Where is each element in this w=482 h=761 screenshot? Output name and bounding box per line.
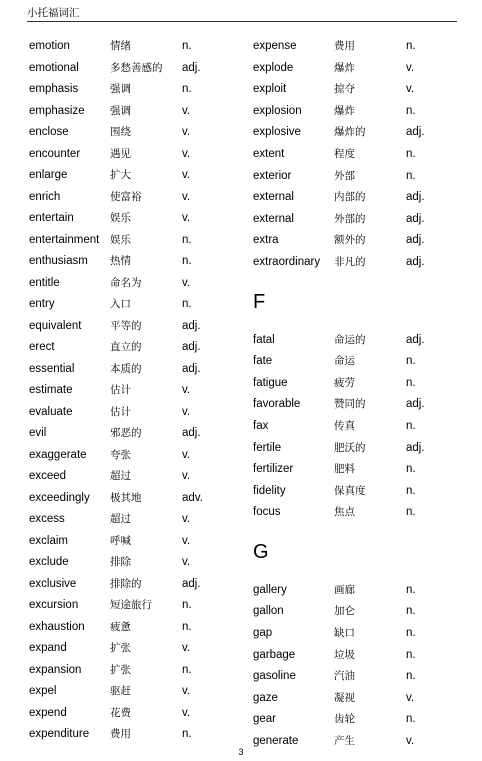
vocab-word: fatal (253, 333, 275, 346)
vocab-row (253, 351, 482, 373)
vocab-part-of-speech: v. (182, 190, 191, 203)
vocab-row (29, 402, 259, 424)
section-heading-g: G (253, 540, 269, 563)
vocab-part-of-speech: v. (182, 706, 191, 719)
vocab-word: emotional (29, 61, 79, 74)
vocab-word: exceedingly (29, 491, 90, 504)
vocab-word: gasoline (253, 670, 296, 683)
vocab-row (29, 273, 259, 295)
vocab-row (29, 380, 259, 402)
vocab-part-of-speech: v. (406, 735, 415, 748)
vocab-row (29, 423, 259, 445)
vocab-word: erect (29, 341, 55, 353)
vocab-row (29, 466, 259, 488)
vocab-word: fidelity (253, 484, 286, 497)
vocab-row (29, 101, 259, 123)
vocab-part-of-speech: adj. (406, 398, 425, 411)
vocab-translation: 缺口 (334, 627, 355, 640)
vocab-part-of-speech: adj. (406, 333, 425, 346)
vocab-part-of-speech: v. (182, 276, 191, 289)
vocab-row (253, 252, 482, 274)
vocab-part-of-speech: v. (406, 61, 415, 74)
vocab-word: exceed (29, 470, 67, 482)
vocab-part-of-speech: adj. (406, 126, 425, 139)
vocab-row (29, 122, 259, 144)
vocab-translation: 强调 (110, 104, 131, 117)
vocab-word: encounter (29, 147, 81, 160)
vocab-translation: 疲劳 (334, 376, 355, 389)
vocab-translation: 热情 (110, 255, 131, 267)
vocab-translation: 命运的 (334, 333, 366, 346)
vocab-translation: 驱赶 (110, 685, 131, 697)
vocab-part-of-speech: adj. (182, 577, 201, 590)
e-word-list (253, 36, 482, 274)
vocab-row (253, 79, 482, 101)
vocab-translation: 遇见 (110, 147, 131, 160)
vocab-part-of-speech: v. (182, 212, 191, 224)
vocab-translation: 估计 (110, 384, 131, 396)
vocab-translation: 保真度 (334, 484, 366, 497)
vocab-word: explosion (253, 104, 302, 117)
vocab-word: expenditure (29, 728, 90, 740)
vocab-translation: 肥沃的 (334, 441, 366, 454)
vocab-translation: 娱乐 (110, 233, 131, 246)
vocab-word: fax (253, 419, 269, 432)
vocab-translation: 超过 (110, 513, 131, 525)
vocab-translation: 汽油 (334, 670, 355, 683)
vocab-row (253, 502, 482, 524)
vocab-word: exhaustion (29, 620, 85, 633)
vocab-translation: 命运 (334, 355, 355, 368)
vocab-translation: 产生 (334, 735, 355, 748)
page-header (27, 6, 457, 22)
vocab-row (29, 294, 259, 316)
vocab-translation: 外部的 (334, 212, 366, 225)
vocab-translation: 费用 (110, 728, 131, 740)
vocab-row (253, 373, 482, 395)
vocab-row (29, 574, 259, 596)
vocab-part-of-speech: n. (406, 583, 416, 596)
vocab-row (253, 330, 482, 352)
vocab-word: expel (29, 685, 57, 697)
vocab-word: essential (29, 362, 75, 375)
vocab-part-of-speech: adj. (406, 441, 425, 454)
vocab-row (29, 36, 259, 58)
vocab-translation: 扩大 (110, 169, 131, 181)
vocab-part-of-speech: adj. (182, 341, 201, 353)
vocab-part-of-speech: n. (182, 233, 192, 246)
vocab-row (253, 481, 482, 503)
vocab-word: external (253, 191, 294, 204)
vocab-word: expand (29, 642, 67, 654)
header-title: 小托福词汇 (27, 7, 80, 19)
right-word-column (253, 36, 482, 753)
vocab-row (29, 337, 259, 359)
vocab-part-of-speech: v. (182, 405, 191, 418)
vocab-row (253, 666, 482, 688)
vocab-translation: 估计 (110, 405, 131, 418)
vocab-word: external (253, 212, 294, 225)
vocab-word: extra (253, 234, 279, 247)
vocab-row (253, 122, 482, 144)
vocab-part-of-speech: adj. (182, 319, 201, 332)
vocab-row (253, 394, 482, 416)
vocab-row (29, 595, 259, 617)
vocab-word: enthusiasm (29, 255, 88, 267)
vocab-row (253, 623, 482, 645)
vocab-word: enlarge (29, 169, 68, 181)
vocab-word: evil (29, 427, 47, 439)
vocab-part-of-speech: n. (406, 506, 416, 519)
vocab-word: fate (253, 355, 273, 368)
vocab-translation: 平等的 (110, 319, 142, 332)
vocab-row (29, 79, 259, 101)
vocab-word: focus (253, 506, 281, 519)
vocab-word: extraordinary (253, 255, 321, 268)
vocab-part-of-speech: n. (182, 40, 192, 52)
vocab-translation: 呼喊 (110, 534, 131, 547)
vocab-word: enrich (29, 190, 61, 203)
vocab-translation: 命名为 (110, 276, 142, 289)
vocab-row (253, 187, 482, 209)
vocab-translation: 赞同的 (334, 398, 366, 411)
vocab-row (253, 230, 482, 252)
vocab-part-of-speech: adj. (406, 255, 425, 268)
vocab-word: fatigue (253, 376, 288, 389)
vocab-part-of-speech: n. (406, 104, 416, 117)
vocab-row (29, 316, 259, 338)
vocab-word: explosive (253, 126, 301, 139)
vocab-part-of-speech: v. (182, 448, 191, 461)
vocab-translation: 齿轮 (334, 713, 355, 726)
vocab-word: entertain (29, 212, 74, 224)
vocab-translation: 额外的 (334, 234, 366, 247)
vocab-translation: 爆炸 (334, 61, 355, 74)
section-heading-f: F (253, 290, 266, 313)
vocab-translation: 夸张 (110, 448, 131, 461)
vocab-translation: 画廊 (334, 583, 355, 596)
vocab-row (29, 552, 259, 574)
vocab-word: entry (29, 298, 55, 310)
vocab-translation: 入口 (110, 298, 131, 310)
left-word-column (29, 36, 259, 746)
vocab-row (253, 709, 482, 731)
vocab-translation: 本质的 (110, 362, 142, 375)
vocab-row (29, 617, 259, 639)
vocab-word: entertainment (29, 233, 100, 246)
vocab-row (29, 724, 259, 746)
page-number: 3 (238, 747, 244, 757)
vocab-translation: 排除 (110, 556, 131, 568)
vocab-translation: 内部的 (334, 191, 366, 204)
vocab-row (29, 359, 259, 381)
vocab-translation: 直立的 (110, 341, 142, 353)
vocab-translation: 娱乐 (110, 212, 131, 224)
vocab-part-of-speech: n. (182, 728, 192, 740)
vocab-translation: 多愁善感的 (110, 61, 163, 74)
vocab-row (29, 445, 259, 467)
vocab-translation: 焦点 (334, 506, 355, 519)
vocab-word: exclusive (29, 577, 77, 590)
vocab-row (253, 438, 482, 460)
vocab-part-of-speech: n. (406, 463, 416, 476)
vocab-part-of-speech: n. (406, 627, 416, 640)
vocab-translation: 程度 (334, 147, 355, 160)
vocab-row (29, 208, 259, 230)
vocab-translation: 肥料 (334, 463, 355, 476)
vocab-part-of-speech: v. (182, 642, 191, 654)
vocab-word: gear (253, 713, 277, 726)
vocab-word: emotion (29, 40, 70, 52)
vocab-row (253, 101, 482, 123)
vocab-part-of-speech: v. (182, 147, 191, 160)
vocab-translation: 使富裕 (110, 190, 142, 203)
g-word-list (253, 580, 482, 753)
vocab-row (29, 251, 259, 273)
vocab-part-of-speech: n. (406, 355, 416, 368)
vocab-word: evaluate (29, 405, 73, 418)
vocab-part-of-speech: n. (406, 648, 416, 661)
vocab-part-of-speech: v. (182, 470, 191, 482)
vocab-row (253, 688, 482, 710)
vocab-part-of-speech: adj. (406, 234, 425, 247)
vocab-translation: 排除的 (110, 577, 142, 590)
vocab-word: estimate (29, 384, 73, 396)
vocab-part-of-speech: adj. (406, 212, 425, 225)
vocab-part-of-speech: n. (406, 169, 416, 182)
vocab-word: excursion (29, 599, 79, 611)
vocab-part-of-speech: v. (182, 169, 191, 181)
vocab-part-of-speech: v. (406, 83, 415, 96)
vocab-part-of-speech: n. (406, 605, 416, 618)
vocab-part-of-speech: n. (406, 419, 416, 432)
vocab-word: gaze (253, 691, 278, 704)
vocab-part-of-speech: adv. (182, 491, 203, 504)
vocab-row (29, 144, 259, 166)
vocab-translation: 扩张 (110, 663, 131, 676)
vocab-part-of-speech: v. (406, 691, 415, 704)
vocab-translation: 加仑 (334, 605, 355, 618)
vocab-word: generate (253, 735, 299, 748)
vocab-part-of-speech: n. (406, 484, 416, 497)
vocab-row (253, 645, 482, 667)
vocab-part-of-speech: n. (182, 599, 192, 611)
vocab-word: favorable (253, 398, 301, 411)
vocab-word: expansion (29, 663, 82, 676)
vocab-word: excess (29, 513, 65, 525)
vocab-row (253, 580, 482, 602)
vocab-translation: 垃圾 (334, 648, 355, 661)
vocab-translation: 情绪 (110, 40, 131, 52)
vocab-row (253, 166, 482, 188)
vocab-word: gap (253, 627, 273, 640)
vocab-row (29, 187, 259, 209)
vocab-translation: 爆炸的 (334, 126, 366, 139)
vocab-translation: 传真 (334, 419, 355, 432)
vocab-part-of-speech: adj. (182, 427, 201, 439)
vocab-word: exclaim (29, 534, 68, 547)
vocab-word: fertile (253, 441, 282, 454)
vocab-word: extent (253, 147, 285, 160)
vocab-translation: 短途旅行 (110, 599, 152, 611)
vocab-word: explode (253, 61, 294, 74)
vocab-row (29, 58, 259, 80)
vocab-row (29, 681, 259, 703)
vocab-translation: 爆炸 (334, 104, 355, 117)
vocab-word: exterior (253, 169, 292, 182)
f-word-list (253, 330, 482, 524)
vocab-part-of-speech: v. (182, 104, 191, 117)
vocab-part-of-speech: v. (182, 384, 191, 396)
vocab-row (29, 165, 259, 187)
vocab-part-of-speech: n. (406, 713, 416, 726)
vocab-part-of-speech: v. (182, 513, 191, 525)
vocab-row (253, 209, 482, 231)
vocab-word: emphasis (29, 83, 79, 95)
vocab-word: entitle (29, 276, 60, 289)
vocab-translation: 掠夺 (334, 83, 355, 96)
vocab-row (29, 703, 259, 725)
vocab-translation: 花费 (110, 706, 131, 719)
vocab-row (29, 230, 259, 252)
vocab-part-of-speech: n. (182, 620, 192, 633)
vocab-word: exclude (29, 556, 69, 568)
vocab-translation: 凝视 (334, 691, 355, 704)
vocab-row (253, 459, 482, 481)
vocab-translation: 外部 (334, 169, 355, 182)
vocab-part-of-speech: v. (182, 685, 191, 697)
vocab-part-of-speech: n. (406, 40, 416, 52)
vocab-row (29, 509, 259, 531)
vocab-part-of-speech: adj. (182, 362, 201, 375)
vocab-row (253, 58, 482, 80)
vocab-translation: 费用 (334, 40, 355, 52)
vocab-word: garbage (253, 648, 296, 661)
vocab-word: expense (253, 40, 297, 52)
vocab-row (29, 488, 259, 510)
vocab-word: exaggerate (29, 448, 87, 461)
vocab-translation: 极其地 (110, 491, 142, 504)
vocab-part-of-speech: n. (182, 663, 192, 676)
vocab-part-of-speech: n. (182, 298, 192, 310)
vocab-row (29, 638, 259, 660)
vocab-row (253, 144, 482, 166)
vocab-word: equivalent (29, 319, 82, 332)
vocab-translation: 超过 (110, 470, 131, 482)
vocab-part-of-speech: n. (406, 670, 416, 683)
vocab-part-of-speech: v. (182, 556, 191, 568)
vocab-translation: 邪恶的 (110, 427, 142, 439)
vocab-word: expend (29, 706, 67, 719)
vocab-part-of-speech: n. (406, 376, 416, 389)
vocab-part-of-speech: n. (182, 255, 192, 267)
vocab-translation: 非凡的 (334, 255, 366, 268)
vocab-part-of-speech: v. (182, 534, 191, 547)
vocab-word: gallon (253, 605, 284, 618)
vocab-word: exploit (253, 83, 287, 96)
vocab-part-of-speech: v. (182, 126, 191, 138)
vocab-translation: 疲惫 (110, 620, 131, 633)
vocab-translation: 扩张 (110, 642, 131, 654)
vocab-word: enclose (29, 126, 69, 138)
vocab-row (29, 660, 259, 682)
vocab-row (253, 416, 482, 438)
vocab-row (253, 601, 482, 623)
vocab-part-of-speech: n. (406, 147, 416, 160)
vocab-word: gallery (253, 583, 287, 596)
vocab-translation: 强调 (110, 83, 131, 95)
vocab-part-of-speech: n. (182, 83, 192, 95)
vocab-word: emphasize (29, 104, 85, 117)
vocab-part-of-speech: adj. (182, 61, 201, 74)
vocab-row (253, 36, 482, 58)
vocab-translation: 围绕 (110, 126, 131, 138)
vocab-part-of-speech: adj. (406, 191, 425, 204)
vocab-row (29, 531, 259, 553)
vocab-word: fertilizer (253, 463, 294, 476)
